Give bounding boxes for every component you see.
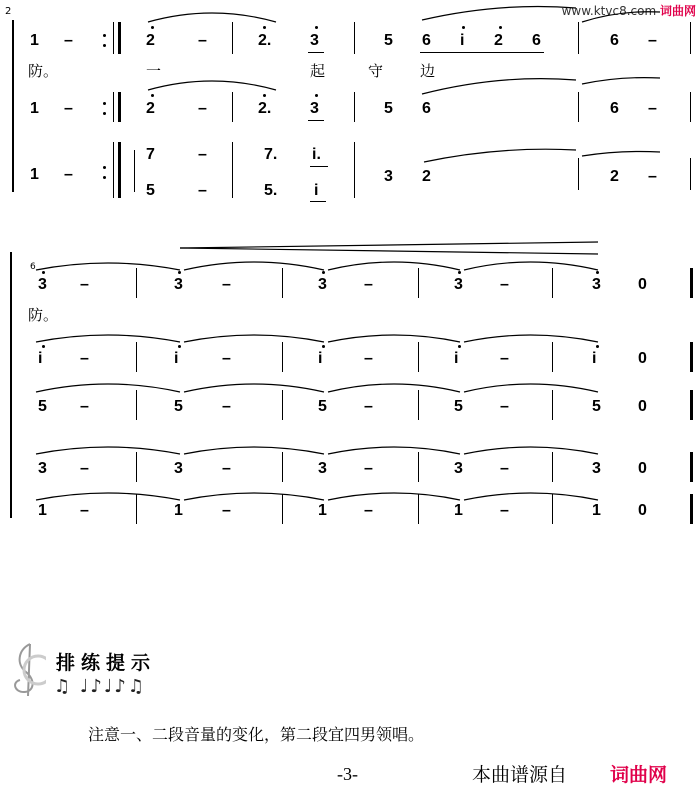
note: 5 [146, 182, 155, 199]
dash: – [222, 350, 231, 367]
dash: – [80, 350, 89, 367]
rehearsal-tips-title: 排练提示 [56, 652, 157, 674]
dash: – [80, 398, 89, 415]
rest: 0 [638, 460, 647, 477]
dash: – [198, 32, 207, 49]
note: 7 [146, 146, 155, 163]
note: i [314, 182, 319, 199]
note: 3 [310, 32, 319, 49]
tie [582, 152, 660, 157]
note: 3 [384, 168, 393, 185]
note: 5 [592, 398, 601, 415]
dash: – [364, 398, 373, 415]
tie [36, 335, 180, 342]
note: 1 [38, 502, 47, 519]
dash: – [64, 100, 73, 117]
rehearsal-tips-text: 注意一、二段音量的变化，第二段宜四男领唱。 [88, 725, 425, 744]
note: i [318, 350, 323, 367]
note: 1 [30, 32, 39, 49]
dash: – [648, 168, 657, 185]
note: 1 [454, 502, 463, 519]
rest: 0 [638, 398, 647, 415]
note: 5 [38, 398, 47, 415]
source-site-link[interactable]: 词曲网 [610, 764, 668, 786]
lyric: 一 [146, 62, 162, 80]
tie [328, 335, 460, 342]
tie [328, 384, 460, 392]
note: 5 [454, 398, 463, 415]
note: 2 [494, 32, 503, 49]
tie [328, 493, 460, 500]
lyric: 防。 [28, 62, 59, 80]
treble-clef-icon [8, 640, 46, 700]
tie [148, 13, 276, 22]
note: 3 [592, 460, 601, 477]
tie [464, 447, 598, 454]
tie [464, 384, 598, 392]
note: 6 [422, 100, 431, 117]
dash: – [64, 166, 73, 183]
note: 1 [30, 100, 39, 117]
note: i [592, 350, 597, 367]
note: 3 [38, 460, 47, 477]
tie [36, 384, 180, 392]
dash: – [198, 182, 207, 199]
note: i [460, 32, 465, 49]
note: 3 [592, 276, 601, 293]
tie [464, 335, 598, 342]
dash: – [364, 460, 373, 477]
page-number: -3- [337, 764, 358, 784]
note: 3 [174, 276, 183, 293]
note: 3 [174, 460, 183, 477]
tie [184, 493, 324, 500]
source-label: 本曲谱源自 [472, 764, 568, 786]
lyric: 防。 [28, 306, 59, 324]
dash: – [198, 100, 207, 117]
dash: – [80, 460, 89, 477]
tie [328, 447, 460, 454]
music-notes-icon: ♫ ♩♪♩♪♫ [54, 676, 146, 697]
note: 2 [146, 100, 155, 117]
tie [184, 447, 324, 454]
dash: – [500, 502, 509, 519]
dash: – [64, 32, 73, 49]
dash: – [222, 398, 231, 415]
watermark-site: 词曲网 [659, 4, 696, 18]
dash: – [222, 502, 231, 519]
lyric: 守 [368, 62, 384, 80]
tie [36, 263, 180, 270]
system-1-marker: 2 [5, 6, 12, 17]
tie [184, 384, 324, 392]
dash: – [500, 460, 509, 477]
note: 6 [532, 32, 541, 49]
note: 5. [264, 182, 278, 199]
note: 3 [38, 276, 47, 293]
note: 6 [422, 32, 431, 49]
tie [582, 78, 660, 84]
tie [464, 262, 598, 270]
note: 6 [610, 100, 619, 117]
tie [36, 447, 180, 454]
note: 1 [30, 166, 39, 183]
dash: – [500, 350, 509, 367]
note: 3 [318, 460, 327, 477]
note: 6 [610, 32, 619, 49]
note: 3 [454, 460, 463, 477]
note: 1 [174, 502, 183, 519]
note: 5 [318, 398, 327, 415]
note: 2. [258, 32, 272, 49]
note: 3 [318, 276, 327, 293]
note: 5 [174, 398, 183, 415]
slur [422, 7, 576, 21]
slur [424, 149, 576, 162]
rest: 0 [638, 350, 647, 367]
tie [36, 493, 180, 500]
tie [184, 335, 324, 342]
dash: – [222, 276, 231, 293]
tie [464, 493, 598, 500]
dash: – [648, 100, 657, 117]
dash: – [222, 460, 231, 477]
tie [148, 81, 276, 90]
crescendo [180, 248, 598, 254]
note: 3 [310, 100, 319, 117]
lyric: 起 [310, 62, 326, 80]
note: i. [312, 146, 321, 163]
note: 5 [384, 100, 393, 117]
dash: – [364, 350, 373, 367]
dash: – [500, 276, 509, 293]
lyric: 边 [420, 62, 436, 80]
dash: – [364, 276, 373, 293]
rest: 0 [638, 502, 647, 519]
tie [184, 262, 324, 270]
note: i [454, 350, 459, 367]
dash: – [648, 32, 657, 49]
note: i [174, 350, 179, 367]
tie [328, 262, 460, 270]
system-2-marker: 6 [30, 262, 36, 272]
dash: – [80, 502, 89, 519]
dash: – [364, 502, 373, 519]
note: 5 [384, 32, 393, 49]
note: i [38, 350, 43, 367]
dash: – [198, 146, 207, 163]
dash: – [80, 276, 89, 293]
note: 1 [592, 502, 601, 519]
dash: – [500, 398, 509, 415]
slur [422, 79, 576, 94]
note: 3 [454, 276, 463, 293]
note: 2 [146, 32, 155, 49]
note: 2. [258, 100, 272, 117]
note: 1 [318, 502, 327, 519]
note: 7. [264, 146, 278, 163]
rest: 0 [638, 276, 647, 293]
watermark-url: www.ktvc8.com [561, 4, 657, 18]
note: 2 [610, 168, 619, 185]
note: 2 [422, 168, 431, 185]
tie [582, 12, 660, 22]
crescendo [180, 242, 598, 248]
